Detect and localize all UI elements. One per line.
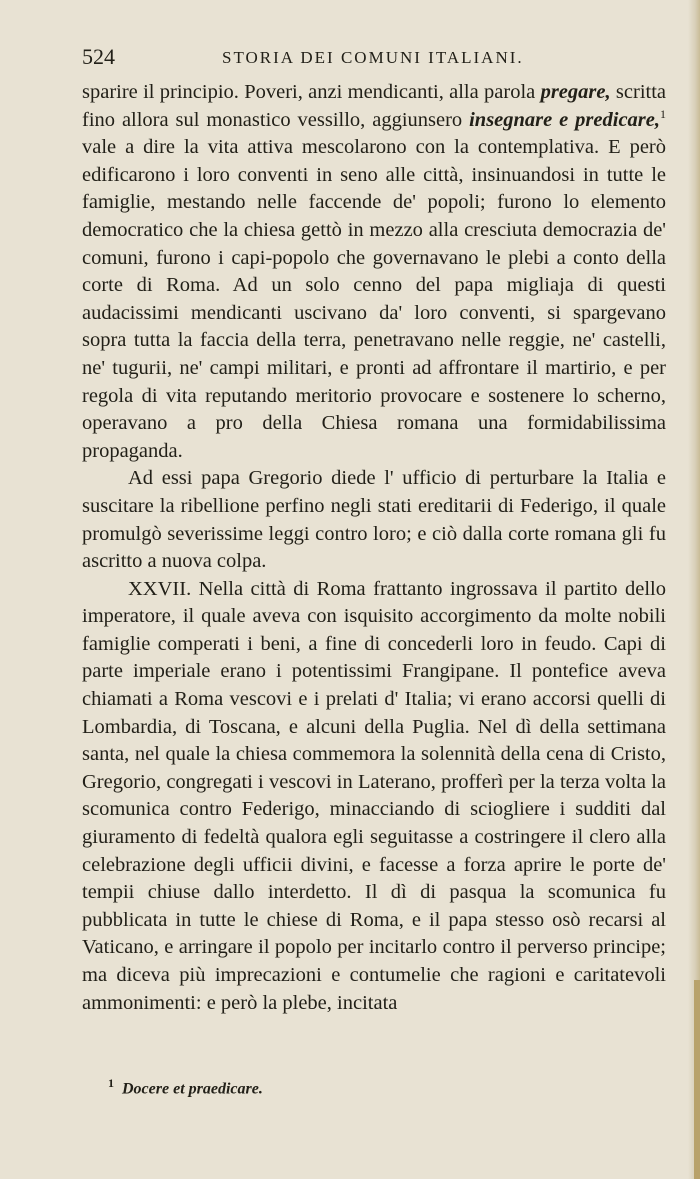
paragraph-3: XXVII. Nella città di Roma frattanto ingrossava il partito dello imperatore, il quale aveva con isquisito accorgimento da molte nobili famiglie comperati i beni, a fine di concederli loro in feudo. Capi di parte imperiale erano i potentissimi Frangipane. Il pontefice aveva chiamati a Roma vescovi e i prelati d' Italia; vi erano accorsi quelli di Lombardia, di Toscana, e alcuni della Puglia. Nel dì della settimana santa, nel quale la chiesa commemora la solennità della cena di Cristo, Gregorio, congregati i vescovi in Laterano, profferì per la terza volta la scomunica contro Federigo, minacciando di sciogliere i sudditi dal giuramento di fedeltà qualora egli seguitasse a costringere il clero alla celebrazione degli ufficii divini, e facesse a forza aprire le porte de' tempii chiuse dallo interdetto. Il dì di pasqua la scomunica fu pubblicata in tutte le chiese di Roma, e il papa stesso osò recarsi al Vaticano, e arringare il popolo per incitarlo contro il perverso principe; ma diceva più imprecazioni e contumelie che ragioni e caritatevoli ammonimenti: e però la plebe, incitata [82, 577, 666, 1014]
footnote-reference: 1 [660, 106, 666, 121]
footnote-mark: 1 [108, 1076, 114, 1090]
paragraph-2: Ad essi papa Gregorio diede l' ufficio di perturbare la Italia e suscitare la ribellione perfino negli stati ereditarii di Federigo, il quale promulgò severissime leggi contro loro; e ciò dalla corte romana gli fu ascritto a nuova colpa. [82, 467, 666, 573]
running-title: STORIA DEI COMUNI ITALIANI. [222, 48, 524, 67]
italic-term-insegnare: insegnare e predicare, [469, 108, 660, 131]
text-run: vale a dire la vita attiva mescolarono con la contemplativa. E però edificarono i loro conventi in seno alle città, insinuandosi in tutte le famiglie, mestando nelle faccende de' popoli; furono lo elemento democratico che la chiesa gettò in mezzo alla cresciuta democrazia de' comuni, furono i capi-popolo che governavano le plebi a conto della corte di Roma. Ad un solo cenno del papa migliaja di questi audacissimi mendicanti uscivano da' loro conventi, si spargevano sopra tutta la faccia della terra, penetravano nelle reggie, ne' castelli, ne' tugurii, ne' campi militari, e pronti ad affrontare il martirio, e per regola di vita reputando meritorio provocare e sostenere lo scherno, operavano a pro della Chiesa romana una formidabilissima propaganda. [82, 136, 666, 462]
footnote-text: Docere et praedicare. [122, 1080, 263, 1098]
text-run: scritta fino allora sul monastico vessillo, aggiunsero [82, 81, 667, 131]
page-header [82, 44, 666, 74]
italic-term-pregare: pregare, [540, 81, 616, 103]
page-edge-strip [694, 980, 700, 1179]
body-text [82, 79, 666, 1017]
text-run: sparire il principio. Poveri, anzi mendicanti, alla parola [82, 81, 541, 103]
paragraph-1 [82, 79, 666, 465]
page-number: 524 [82, 44, 115, 69]
footnote [108, 1076, 668, 1098]
